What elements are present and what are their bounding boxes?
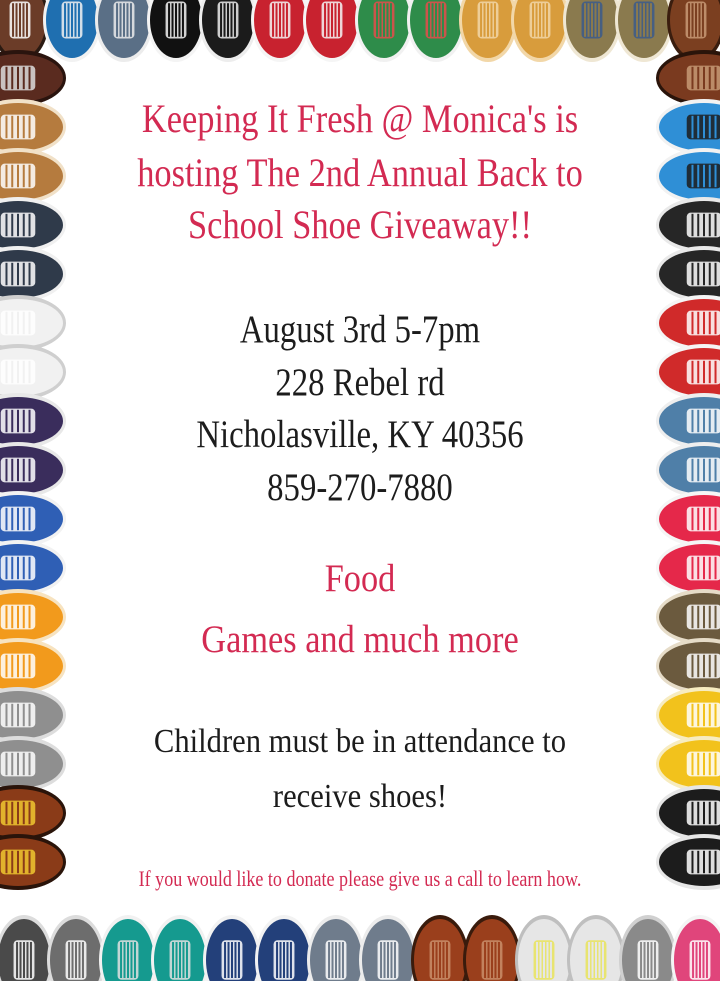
attendance-notice-line-2: receive shoes!: [272, 778, 448, 815]
perk-games: Games and much more: [201, 618, 519, 661]
event-street-address: 228 Rebel rd: [275, 361, 445, 404]
event-phone: 859-270-7880: [267, 466, 453, 509]
event-date-time: August 3rd 5-7pm: [239, 308, 481, 351]
event-city-state-zip: Nicholasville, KY 40356: [196, 413, 524, 456]
headline-line-1: Keeping It Fresh @ Monica's is: [141, 96, 579, 141]
perk-food: Food: [324, 557, 396, 600]
headline-line-3: School Shoe Giveaway!!: [188, 202, 532, 247]
headline-line-2: hosting The 2nd Annual Back to: [137, 150, 583, 195]
attendance-notice-line-1: Children must be in attendance to: [153, 723, 567, 760]
donate-note: If you would like to donate please give us a call to learn how.: [138, 866, 582, 891]
